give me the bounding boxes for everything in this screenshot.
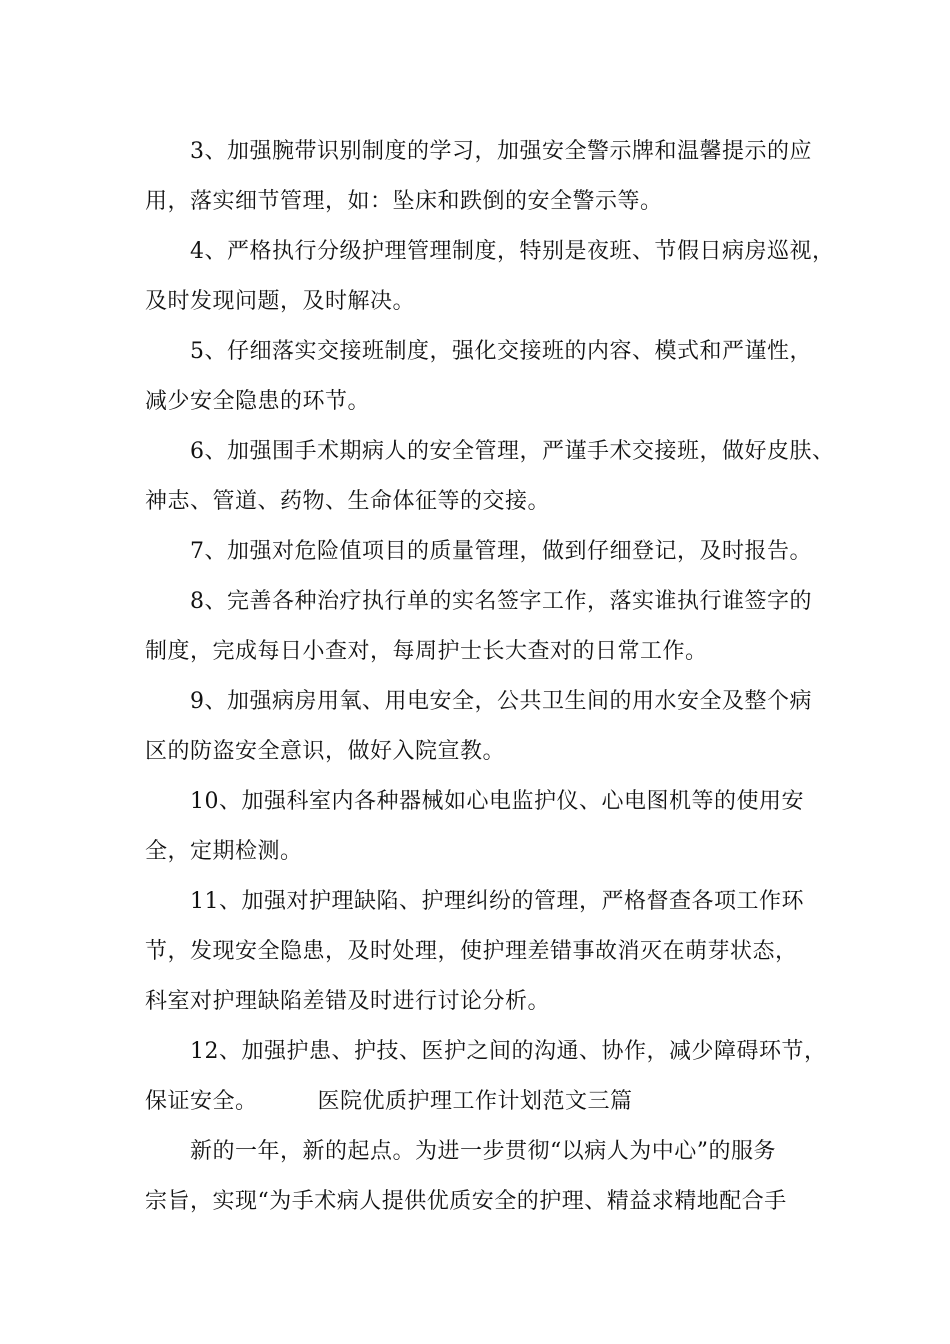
paragraph-6-line-2: 神志、管道、药物、生命体征等的交接。	[145, 489, 551, 514]
paragraph-12-line-1: 12、加强护患、护技、医护之间的沟通、协作，减少障碍环节，	[190, 1039, 827, 1064]
paragraph-4-line-1: 4、严格执行分级护理管理制度，特别是夜班、节假日病房巡视，	[190, 239, 835, 264]
paragraph-12-tail: 保证安全。	[145, 1089, 258, 1114]
paragraph-9-line-2: 区的防盗安全意识，做好入院宣教。	[145, 739, 506, 764]
paragraph-3-line-1: 3、加强腕带识别制度的学习，加强安全警示牌和温馨提示的应	[190, 139, 812, 164]
paragraph-8-line-2: 制度，完成每日小查对，每周护士长大查对的日常工作。	[145, 639, 708, 664]
paragraph-3-line-2: 用，落实细节管理，如：坠床和跌倒的安全警示等。	[145, 189, 663, 214]
paragraph-8-line-1: 8、完善各种治疗执行单的实名签字工作，落实谁执行谁签字的	[190, 589, 812, 614]
paragraph-5-line-2: 减少安全隐患的环节。	[145, 389, 371, 414]
paragraph-10-line-2: 全，定期检测。	[145, 839, 303, 864]
paragraph-6-line-1: 6、加强围手术期病人的安全管理，严谨手术交接班，做好皮肤、	[190, 439, 835, 464]
paragraph-4-line-2: 及时发现问题，及时解决。	[145, 289, 416, 314]
paragraph-7-line-1: 7、加强对危险值项目的质量管理，做到仔细登记，及时报告。	[190, 539, 812, 564]
paragraph-12-line-2	[145, 1087, 825, 1117]
section-heading: 医院优质护理工作计划范文三篇	[317, 1089, 633, 1114]
intro-paragraph-line-1: 新的一年，新的起点。为进一步贯彻“以病人为中心”的服务	[190, 1139, 776, 1164]
paragraph-9-line-1: 9、加强病房用氧、用电安全，公共卫生间的用水安全及整个病	[190, 689, 812, 714]
intro-paragraph-line-2: 宗旨，实现“为手术病人提供优质安全的护理、精益求精地配合手	[145, 1189, 787, 1214]
paragraph-5-line-1: 5、仔细落实交接班制度，强化交接班的内容、模式和严谨性，	[190, 339, 812, 364]
paragraph-11-line-3: 科室对护理缺陷差错及时进行讨论分析。	[145, 989, 551, 1014]
paragraph-11-line-1: 11、加强对护理缺陷、护理纠纷的管理，严格督查各项工作环	[190, 889, 804, 914]
paragraph-10-line-1: 10、加强科室内各种器械如心电监护仪、心电图机等的使用安	[190, 789, 804, 814]
paragraph-11-line-2: 节，发现安全隐患，及时处理，使护理差错事故消灭在萌芽状态，	[145, 939, 798, 964]
